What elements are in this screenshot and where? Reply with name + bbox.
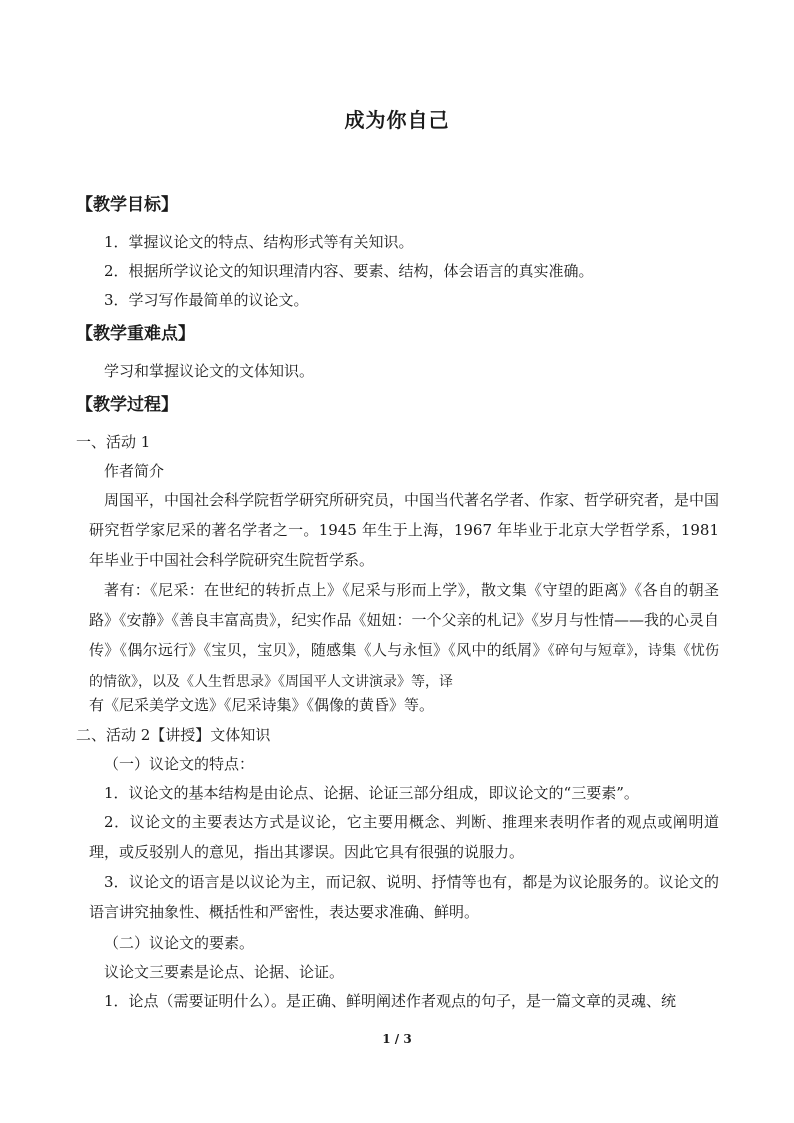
author-bio-paragraph: 周国平，中国社会科学院哲学研究所研究员，中国当代著名学者、作家、哲学研究者，是中国研究哲学家尼采的著名学者之一。1945 年生于上海，1967 年毕业于北京大学哲学系，1981 年毕业于中国社会科学院研究生院哲学系。 [89,491,720,569]
author-intro-label: 作者简介 [104,462,165,480]
works-small-text: 《碎句与短章》，诗集《忧伤的情欲》，以及《人生哲思录》《周国平人文讲演录》等，译 [89,643,720,690]
difficulties-text: 学习和掌握议论文的文体知识。 [104,362,315,380]
part2-title: （二）议论文的要素。 [104,934,255,952]
page-number: 1 / 3 [382,1032,412,1046]
goal-item-3: 3．学习写作最简单的议论文。 [104,291,309,309]
element-point-1: 1．论点（需要证明什么）。是正确、鲜明阐述作者观点的句子，是一篇文章的灵魂、统 [104,992,677,1010]
part1-title: （一）议论文的特点： [104,755,255,773]
feature-point-1: 1．议论文的基本结构是由论点、论据、论证三部分组成，即议论文的“三要素”。 [104,784,639,802]
heading-teaching-process: 【教学过程】 [76,395,178,415]
works-paragraph [89,575,720,690]
three-elements-intro: 议论文三要素是论点、论据、论证。 [104,963,345,981]
feature-point-3: 3．议论文的语言是以议论为主，而记叙、说明、抒情等也有，都是为议论服务的。议论文的语言讲究抽象性、概括性和严密性，表达要求准确、鲜明。 [89,873,719,921]
feature-point-2: 2．议论文的主要表达方式是议论，它主要用概念、判断、推理来表明作者的观点或阐明道理，或反驳别人的意见，指出其谬误。因此它具有很强的说服力。 [89,813,719,861]
goal-item-1: 1．掌握议论文的特点、结构形式等有关知识。 [104,233,414,251]
heading-teaching-goals: 【教学目标】 [76,195,178,215]
activity1-heading: 一、活动 1 [76,433,151,451]
goal-item-2: 2．根据所学议论文的知识理清内容、要素、结构，体会语言的真实准确。 [104,262,594,280]
heading-key-difficulties: 【教学重难点】 [76,324,195,344]
activity2-heading: 二、活动 2【讲授】文体知识 [76,726,271,744]
page-title: 成为你自己 [344,108,450,132]
works-main-text: 著有：《尼采：在世纪的转折点上》《尼采与形而上学》，散文集《守望的距离》《各自的朝圣路》《安静》《善良丰富高贵》，纪实作品《妞妞：一个父亲的札记》《岁月与性情——我的心灵自传》《偶尔远行》《宝贝，宝贝》，随感集《人与永恒》《风中的纸屑》 [89,581,720,659]
works-paragraph-end: 有《尼采美学文选》《尼采诗集》《偶像的黄昏》等。 [89,696,435,714]
